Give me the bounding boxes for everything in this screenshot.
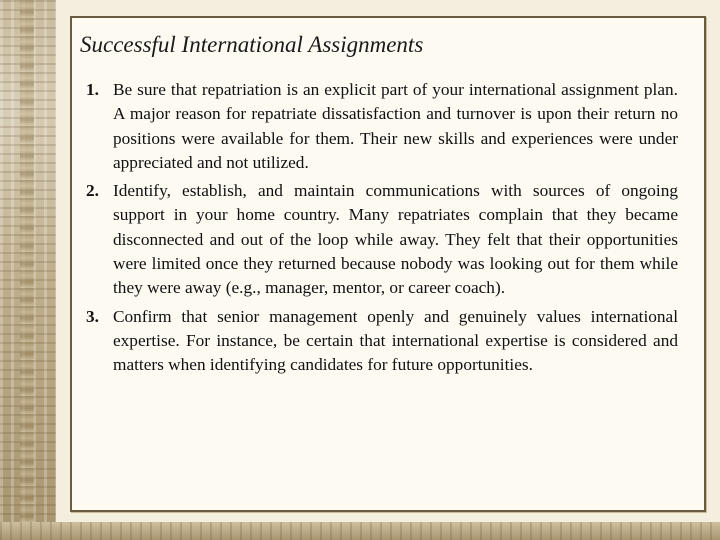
list-item-text: Be sure that repatriation is an explicit part of your international assignment plan. A major reason for repatriate dissatisfaction and turnover is upon their return no positions were available for them. Their new skills and experiences were under appreciated and not utilized.: [113, 80, 678, 172]
list-item-number: 2.: [86, 181, 99, 201]
list-item: [86, 78, 678, 175]
list-item: [86, 305, 678, 378]
list-item: [86, 179, 678, 300]
list-item-number: 3.: [86, 306, 99, 326]
list-item-text: Confirm that senior management openly and genuinely values international expertise. For instance, be certain that international expertise is considered and matters when identifying candidates for future opportunities.: [113, 306, 678, 375]
list-item-number: 1.: [86, 80, 99, 99]
list-item-text: Identify, establish, and maintain communications with sources of ongoing support in your home country. Many repatriates complain that they became disconnected and out of the loop while away. They felt that their opportunities were limited once they returned because nobody was looking out for them while they were away (e.g., manager, mentor, or career coach).: [113, 181, 678, 298]
decorative-bottom-border: [0, 522, 720, 540]
content-panel: [70, 16, 706, 512]
decorative-left-border: [0, 0, 56, 540]
numbered-list: [86, 78, 678, 382]
slide-title: Successful International Assignments: [80, 32, 424, 57]
